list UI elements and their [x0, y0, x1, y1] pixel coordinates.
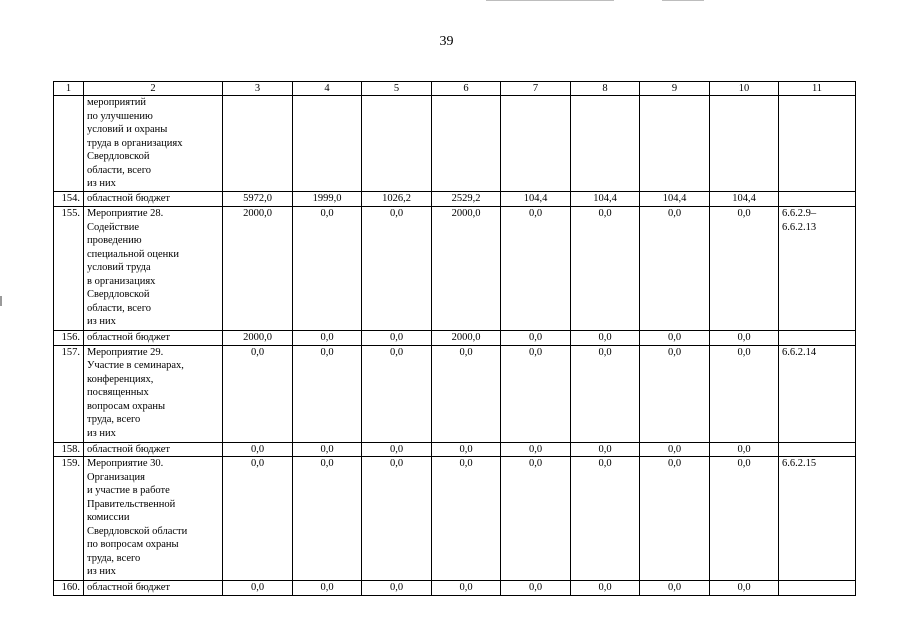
budget-value-cell: 0,0: [362, 345, 432, 442]
budget-value-cell: 0,0: [223, 442, 293, 457]
row-number: 159.: [54, 457, 84, 581]
budget-value-cell: 0,0: [501, 207, 571, 331]
budget-value-cell: [432, 96, 501, 192]
description-line: конференциях,: [87, 373, 154, 385]
budget-value-cell: 0,0: [640, 345, 710, 442]
table-row: [54, 457, 856, 581]
budget-value-cell: 104,4: [640, 192, 710, 207]
column-header: 6: [432, 82, 501, 96]
column-header: 1: [54, 82, 84, 96]
row-description: [84, 207, 223, 331]
code-line: 6.6.2.14: [782, 346, 817, 358]
column-header: 8: [571, 82, 640, 96]
budget-value-cell: [293, 96, 362, 192]
budget-value-cell: 0,0: [432, 581, 501, 596]
description-line: Свердловской: [87, 289, 150, 300]
description-line: Мероприятие 28.: [87, 208, 164, 219]
description-line: из них: [87, 566, 116, 577]
description-line: области, всего: [87, 302, 151, 314]
budget-value-cell: 0,0: [432, 457, 501, 581]
row-description: [84, 331, 223, 346]
budget-value-cell: 5972,0: [223, 192, 293, 207]
table-row: [54, 581, 856, 596]
description-line: из них: [87, 316, 116, 327]
budget-value-cell: [362, 96, 432, 192]
target-indicator-code: [779, 331, 856, 346]
budget-value-cell: 104,4: [501, 192, 571, 207]
budget-value-cell: 0,0: [432, 345, 501, 442]
description-line: области, всего: [87, 164, 151, 176]
budget-value-cell: 0,0: [223, 581, 293, 596]
description-line: труда, всего: [87, 552, 141, 564]
row-number: 155.: [54, 207, 84, 331]
budget-value-cell: 0,0: [362, 442, 432, 457]
budget-value-cell: 0,0: [362, 581, 432, 596]
budget-value-cell: 0,0: [293, 207, 362, 331]
description-line: посвященных: [87, 387, 149, 398]
description-line: по вопросам охраны: [87, 539, 179, 550]
description-line: проведению: [87, 235, 142, 246]
target-indicator-code: [779, 345, 856, 442]
budget-value-cell: 0,0: [571, 581, 640, 596]
budget-value-cell: [640, 96, 710, 192]
budget-value-cell: 0,0: [710, 207, 779, 331]
target-indicator-code: [779, 457, 856, 581]
row-number: 158.: [54, 442, 84, 457]
budget-value-cell: 2000,0: [432, 207, 501, 331]
row-description: [84, 345, 223, 442]
budget-value-cell: 104,4: [710, 192, 779, 207]
row-number: 157.: [54, 345, 84, 442]
budget-value-cell: 0,0: [640, 207, 710, 331]
budget-value-cell: 0,0: [710, 331, 779, 346]
column-header: 4: [293, 82, 362, 96]
table-row: [54, 345, 856, 442]
budget-value-cell: 0,0: [640, 331, 710, 346]
description-line: вопросам охраны: [87, 400, 166, 412]
target-indicator-code: [779, 442, 856, 457]
description-line: Свердловской области: [87, 525, 188, 537]
description-line: труда, всего: [87, 414, 141, 425]
table-body: [54, 82, 856, 596]
page-number: 39: [439, 34, 454, 49]
column-header: 5: [362, 82, 432, 96]
budget-value-cell: 0,0: [293, 331, 362, 346]
budget-value-cell: 0,0: [640, 442, 710, 457]
row-number: 154.: [54, 192, 84, 207]
scan-edge-mark: [0, 296, 2, 306]
budget-value-cell: [571, 96, 640, 192]
table-row: [54, 207, 856, 331]
header-row: [54, 82, 856, 96]
budget-value-cell: 2000,0: [223, 207, 293, 331]
budget-value-cell: 0,0: [362, 207, 432, 331]
budget-value-cell: 104,4: [571, 192, 640, 207]
description-line: труда в организациях: [87, 137, 183, 149]
row-description: [84, 442, 223, 457]
row-number: 156.: [54, 331, 84, 346]
budget-value-cell: 0,0: [571, 207, 640, 331]
description-line: областной бюджет: [87, 332, 170, 343]
budget-value-cell: 0,0: [293, 345, 362, 442]
budget-value-cell: 2000,0: [223, 331, 293, 346]
description-line: Свердловской: [87, 151, 150, 162]
budget-value-cell: 0,0: [223, 345, 293, 442]
budget-value-cell: 0,0: [293, 442, 362, 457]
budget-value-cell: 0,0: [571, 331, 640, 346]
table-row: [54, 96, 856, 192]
budget-value-cell: 0,0: [432, 442, 501, 457]
budget-value-cell: 0,0: [571, 345, 640, 442]
budget-value-cell: [710, 96, 779, 192]
budget-value-cell: 0,0: [710, 345, 779, 442]
scan-edge-line: [486, 0, 614, 1]
budget-value-cell: 0,0: [640, 457, 710, 581]
code-line: 6.6.2.9–: [782, 208, 817, 219]
description-line: мероприятий: [87, 97, 146, 108]
description-line: и участие в работе: [87, 485, 170, 496]
description-line: областной бюджет: [87, 193, 170, 204]
scan-edge-line: [662, 0, 704, 1]
description-line: из них: [87, 427, 116, 439]
budget-value-cell: 0,0: [362, 331, 432, 346]
column-header: 3: [223, 82, 293, 96]
description-line: специальной оценки: [87, 248, 179, 260]
budget-value-cell: 0,0: [640, 581, 710, 596]
row-description: [84, 581, 223, 596]
target-indicator-code: [779, 192, 856, 207]
budget-value-cell: 0,0: [710, 457, 779, 581]
budget-table: [53, 81, 856, 596]
description-line: из них: [87, 178, 116, 189]
target-indicator-code: [779, 581, 856, 596]
description-line: Организация: [87, 471, 145, 483]
budget-value-cell: 1026,2: [362, 192, 432, 207]
budget-value-cell: 1999,0: [293, 192, 362, 207]
code-line: 6.6.2.13: [782, 221, 817, 233]
budget-value-cell: 0,0: [501, 442, 571, 457]
description-line: Правительственной: [87, 498, 176, 510]
description-line: комиссии: [87, 512, 130, 523]
description-line: областной бюджет: [87, 582, 170, 593]
budget-value-cell: 0,0: [362, 457, 432, 581]
budget-value-cell: 0,0: [501, 345, 571, 442]
description-line: в организациях: [87, 275, 156, 287]
budget-value-cell: 0,0: [571, 442, 640, 457]
budget-value-cell: 0,0: [223, 457, 293, 581]
row-description: [84, 192, 223, 207]
column-header: 11: [779, 82, 856, 96]
description-line: условий труда: [87, 262, 151, 273]
budget-value-cell: 0,0: [501, 331, 571, 346]
row-number: [54, 96, 84, 192]
target-indicator-code: [779, 207, 856, 331]
budget-value-cell: 0,0: [710, 581, 779, 596]
description-line: Участие в семинарах,: [87, 360, 184, 371]
description-line: условий и охраны: [87, 124, 168, 135]
table-row: [54, 192, 856, 207]
budget-value-cell: 0,0: [293, 581, 362, 596]
table-row: [54, 331, 856, 346]
description-line: Содействие: [87, 221, 140, 233]
code-line: 6.6.2.15: [782, 458, 817, 469]
budget-value-cell: 0,0: [501, 581, 571, 596]
budget-value-cell: 0,0: [501, 457, 571, 581]
table-row: [54, 442, 856, 457]
description-line: Мероприятие 29.: [87, 346, 164, 358]
budget-value-cell: 2000,0: [432, 331, 501, 346]
description-line: по улучшению: [87, 110, 153, 122]
budget-value-cell: 0,0: [293, 457, 362, 581]
row-number: 160.: [54, 581, 84, 596]
budget-value-cell: [501, 96, 571, 192]
column-header: 9: [640, 82, 710, 96]
column-header: 7: [501, 82, 571, 96]
column-header: 10: [710, 82, 779, 96]
target-indicator-code: [779, 96, 856, 192]
description-line: областной бюджет: [87, 443, 170, 455]
budget-value-cell: 0,0: [571, 457, 640, 581]
budget-value-cell: 2529,2: [432, 192, 501, 207]
row-description: [84, 96, 223, 192]
budget-value-cell: [223, 96, 293, 192]
budget-value-cell: 0,0: [710, 442, 779, 457]
column-header: 2: [84, 82, 223, 96]
row-description: [84, 457, 223, 581]
description-line: Мероприятие 30.: [87, 458, 164, 469]
